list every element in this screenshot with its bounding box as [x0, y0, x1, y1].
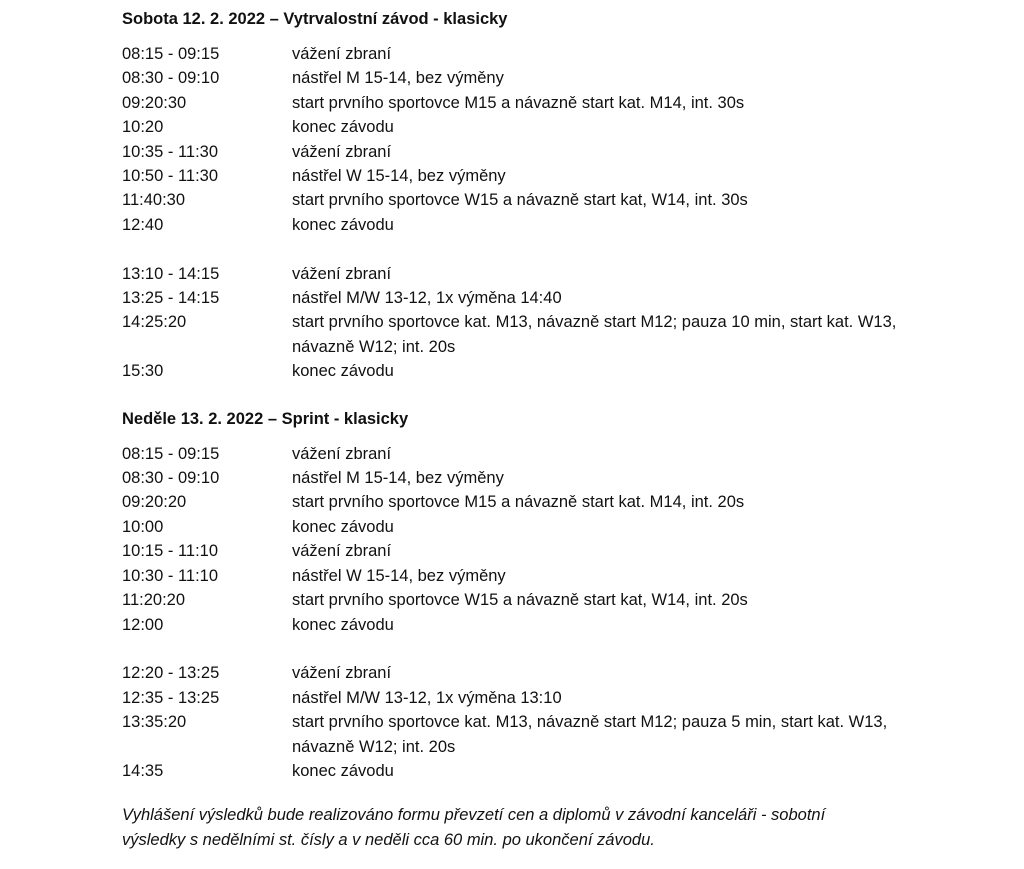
schedule-description: vážení zbraní — [292, 664, 392, 683]
schedule-row — [122, 539, 1002, 563]
schedule-row — [122, 759, 1002, 783]
schedule-time: 12:20 - 13:25 — [122, 664, 220, 683]
schedule-time: 10:15 - 11:10 — [122, 542, 219, 561]
schedule-description: start prvního sportovce M15 a návazně start kat. M14, int. 20s — [292, 493, 745, 512]
schedule-row — [122, 66, 1002, 90]
schedule-time: 10:50 - 11:30 — [122, 167, 219, 186]
schedule-row — [122, 661, 1002, 685]
schedule-description: start prvního sportovce W15 a návazně start kat, W14, int. 20s — [292, 591, 748, 610]
schedule-row — [122, 359, 1002, 383]
schedule-description: konec závodu — [292, 761, 394, 780]
schedule-row — [122, 140, 1002, 164]
saturday-heading: Sobota 12. 2. 2022 – Vytrvalostní závod - klasicky — [122, 10, 508, 28]
schedule-time: 12:35 - 13:25 — [122, 688, 220, 707]
schedule-time: 14:35 — [122, 761, 164, 780]
schedule-time: 11:40:30 — [122, 191, 186, 210]
schedule-document — [122, 6, 1002, 852]
schedule-row — [122, 613, 1002, 637]
schedule-time: 08:30 - 09:10 — [122, 69, 220, 88]
schedule-description: vážení zbraní — [292, 264, 392, 283]
schedule-description: nástřel M 15-14, bez výměny — [292, 69, 504, 88]
schedule-description: vážení zbraní — [292, 444, 392, 463]
schedule-description: konec závodu — [292, 615, 394, 634]
schedule-time: 10:20 — [122, 118, 164, 137]
schedule-description: start prvního sportovce W15 a návazně start kat, W14, int. 30s — [292, 191, 748, 210]
schedule-row — [122, 213, 1002, 237]
schedule-row — [122, 710, 1002, 759]
schedule-description: nástřel W 15-14, bez výměny — [292, 167, 506, 186]
schedule-row — [122, 466, 1002, 490]
schedule-time: 08:30 - 09:10 — [122, 469, 220, 488]
schedule-description: start prvního sportovce kat. M13, návazně start M12; pauza 5 min, start kat. W13, návazně W12; int. 20s — [292, 713, 888, 756]
schedule-time: 08:15 - 09:15 — [122, 45, 220, 63]
schedule-time: 12:40 — [122, 215, 164, 234]
schedule-time: 13:25 - 14:15 — [122, 289, 220, 308]
sunday-schedule — [122, 442, 1002, 784]
schedule-row — [122, 286, 1002, 310]
heading-gap — [122, 32, 1002, 42]
schedule-description: vážení zbraní — [292, 45, 392, 63]
schedule-description: nástřel M/W 13-12, 1x výměna 13:10 — [292, 688, 562, 707]
results-announcement-note: Vyhlášení výsledků bude realizováno formu převzetí cen a diplomů v závodní kanceláři - sobotní výsledky s nedělními st. čísly a v neděli cca 60 min. po ukončení závodu. — [122, 806, 826, 849]
block-spacer — [122, 637, 1002, 661]
schedule-row — [122, 588, 1002, 612]
schedule-time: 12:00 — [122, 615, 164, 634]
schedule-row — [122, 91, 1002, 115]
schedule-time: 14:25:20 — [122, 313, 187, 332]
schedule-row — [122, 310, 1002, 359]
schedule-row — [122, 442, 1002, 466]
schedule-description: nástřel M/W 13-12, 1x výměna 14:40 — [292, 289, 562, 308]
schedule-description: vážení zbraní — [292, 542, 392, 561]
schedule-row — [122, 262, 1002, 286]
heading-gap — [122, 432, 1002, 442]
schedule-row — [122, 490, 1002, 514]
schedule-description: konec závodu — [292, 517, 394, 536]
schedule-time: 13:35:20 — [122, 713, 187, 732]
schedule-description: konec závodu — [292, 118, 394, 137]
schedule-row — [122, 115, 1002, 139]
schedule-row — [122, 164, 1002, 188]
schedule-description: start prvního sportovce M15 a návazně start kat. M14, int. 30s — [292, 93, 745, 112]
schedule-description: konec závodu — [292, 215, 394, 234]
schedule-time: 10:30 - 11:10 — [122, 566, 219, 585]
block-spacer — [122, 237, 1002, 261]
schedule-time: 09:20:20 — [122, 493, 187, 512]
schedule-time: 08:15 - 09:15 — [122, 444, 220, 463]
schedule-time: 15:30 — [122, 362, 164, 381]
schedule-row — [122, 515, 1002, 539]
schedule-row — [122, 686, 1002, 710]
schedule-row — [122, 42, 1002, 66]
schedule-description: konec závodu — [292, 362, 394, 381]
schedule-description: nástřel W 15-14, bez výměny — [292, 566, 506, 585]
schedule-time: 11:20:20 — [122, 591, 186, 610]
schedule-row — [122, 564, 1002, 588]
schedule-description: start prvního sportovce kat. M13, návazně start M12; pauza 10 min, start kat. W13, návazně W12; int. 20s — [292, 313, 897, 356]
schedule-time: 13:10 - 14:15 — [122, 264, 220, 283]
schedule-description: vážení zbraní — [292, 142, 392, 161]
saturday-schedule — [122, 42, 1002, 384]
schedule-time: 09:20:30 — [122, 93, 187, 112]
sunday-heading: Neděle 13. 2. 2022 – Sprint - klasicky — [122, 409, 409, 428]
schedule-row — [122, 188, 1002, 212]
schedule-description: nástřel M 15-14, bez výměny — [292, 469, 504, 488]
schedule-time: 10:35 - 11:30 — [122, 142, 219, 161]
schedule-time: 10:00 — [122, 517, 164, 536]
